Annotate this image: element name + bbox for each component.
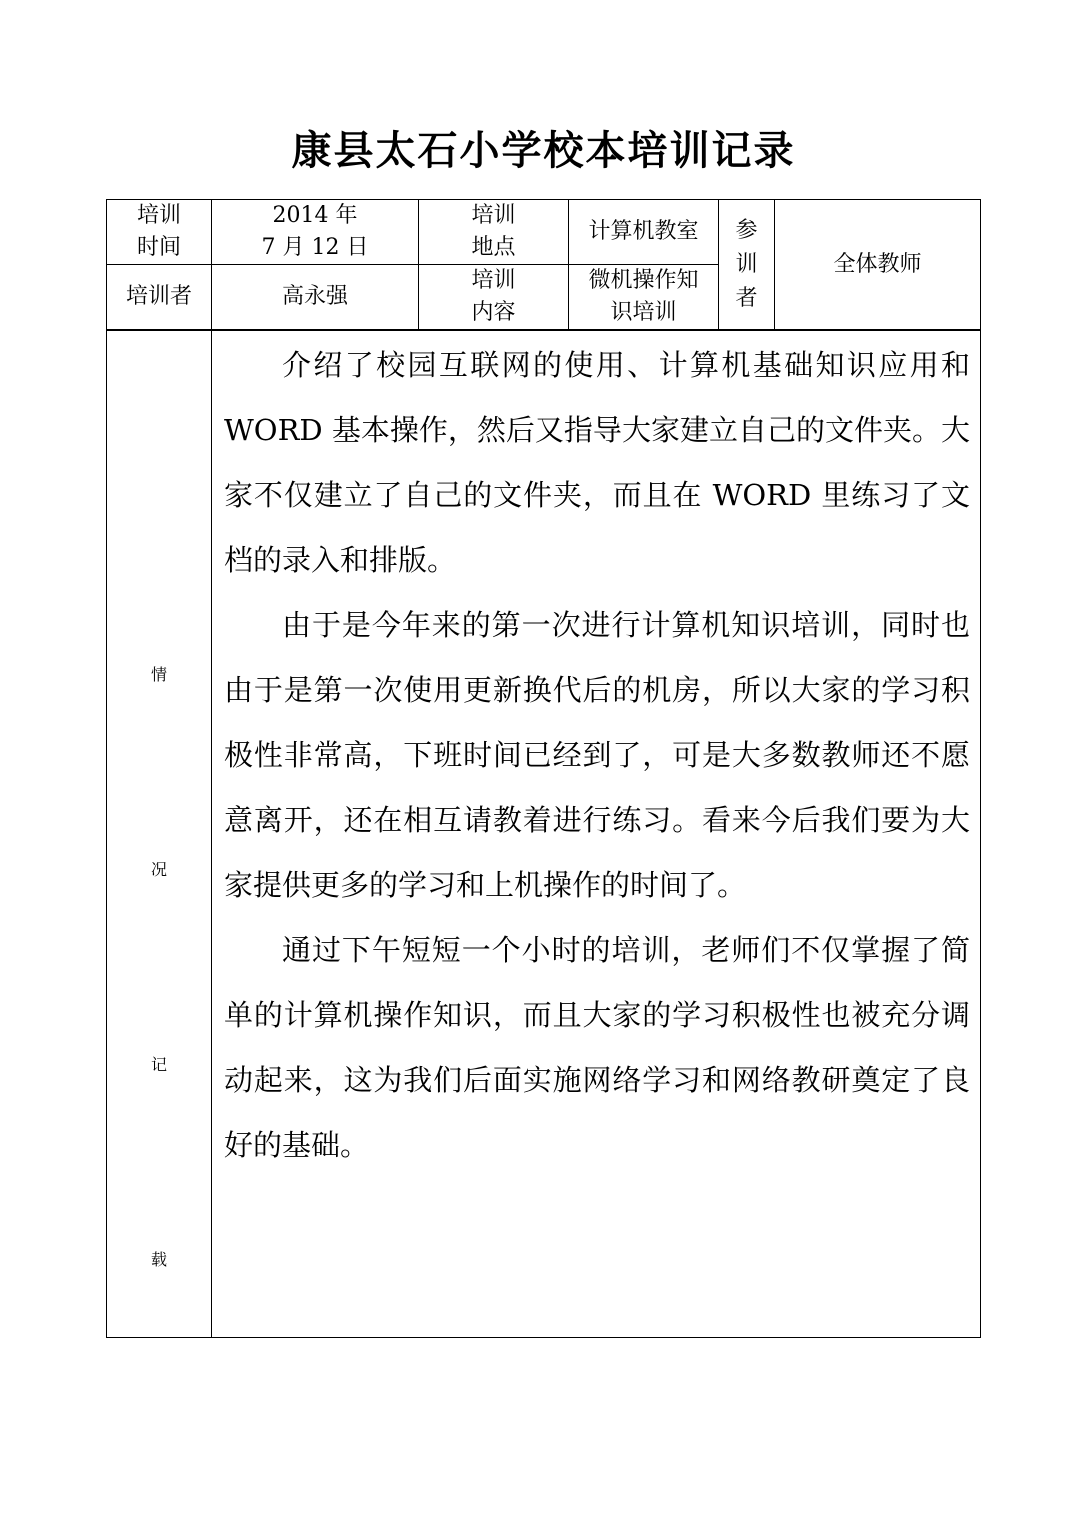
time-label-line-2: 时间 — [136, 235, 181, 260]
participants-label-char: 训 — [735, 251, 758, 277]
participants-value-cell — [775, 200, 981, 331]
record-label-char: 况 — [150, 860, 167, 879]
time-label-line-1: 培训 — [136, 203, 181, 228]
place-value-cell — [569, 200, 719, 265]
content-value-cell — [569, 265, 719, 331]
time-value-year: 2014 年 — [272, 203, 358, 228]
record-label-char: 载 — [150, 1250, 167, 1269]
time-label-cell — [107, 200, 212, 265]
participants-label-cell — [719, 200, 775, 331]
page-title: 康县太石小学校本培训记录 — [291, 127, 796, 174]
record-label-char: 记 — [150, 1055, 167, 1074]
trainer-value-cell — [212, 265, 419, 331]
content-label-line-1: 培训 — [471, 268, 516, 293]
record-paragraph: 介绍了校园互联网的使用、计算机基础知识应用和WORD 基本操作，然后又指导大家建立自己的文件夹。大家不仅建立了自己的文件夹，而且在 WORD 里练习了文档的录入和排版。 — [224, 348, 970, 577]
record-label-char: 情 — [150, 665, 167, 684]
record-paragraph: 由于是今年来的第一次进行计算机知识培训，同时也由于是第一次使用更新换代后的机房，所以大家的学习积极性非常高，下班时间已经到了，可是大多数教师还不愿意离开，还在相互请教着进行练习。看来今后我们要为大家提供更多的学习和上机操作的时间了。 — [224, 608, 970, 902]
trainer-label-cell — [107, 265, 212, 331]
place-label-line-1: 培训 — [471, 203, 516, 228]
table-row — [107, 200, 981, 265]
participants-label-char: 参 — [735, 217, 758, 243]
content-label-line-2: 内容 — [471, 300, 516, 325]
content-value-line-2: 识培训 — [610, 300, 677, 325]
participants-value: 全体教师 — [833, 251, 922, 277]
trainer-label: 培训者 — [125, 284, 192, 309]
table-row — [107, 330, 981, 1338]
content-value-line-1: 微机操作知 — [588, 268, 699, 293]
content-label-cell — [419, 265, 569, 331]
place-label-cell — [419, 200, 569, 265]
record-body-cell — [212, 330, 981, 1338]
time-value-date: 7 月 12 日 — [261, 235, 369, 260]
record-paragraph: 通过下午短短一个小时的培训，老师们不仅掌握了简单的计算机操作知识，而且大家的学习积极性也被充分调动起来，这为我们后面实施网络学习和网络教研奠定了良好的基础。 — [224, 933, 970, 1162]
training-record-table — [106, 199, 981, 1338]
place-label-line-2: 地点 — [471, 235, 516, 260]
record-label-cell — [107, 330, 212, 1338]
time-value-cell — [212, 200, 419, 265]
participants-label-char: 者 — [735, 285, 758, 311]
place-value: 计算机教室 — [588, 219, 699, 244]
trainer-value: 高永强 — [281, 284, 348, 309]
record-body — [212, 331, 980, 1178]
